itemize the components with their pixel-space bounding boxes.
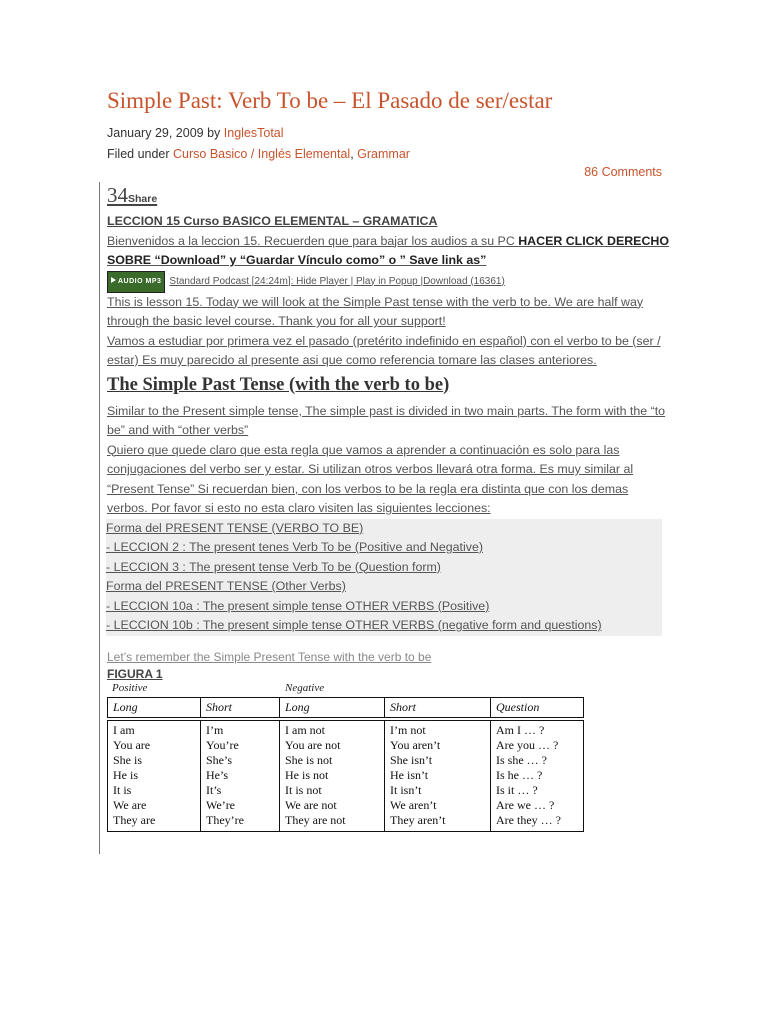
by-label: by [207, 126, 221, 140]
audio-mp3-button[interactable] [107, 271, 165, 293]
lesson-link[interactable]: - LECCION 2 : The present tenes Verb To be (Positive and Negative) [106, 540, 483, 554]
lesson-link[interactable]: - LECCION 10a : The present simple tense OTHER VERBS (Positive) [106, 598, 490, 613]
table-cell: I’m [206, 722, 224, 737]
lesson-link[interactable]: Forma del PRESENT TENSE (Other Verbs) [106, 579, 346, 593]
share-count: 34 [107, 183, 128, 207]
table-cell: We are [113, 797, 147, 812]
table-cell: He isn’t [390, 767, 429, 782]
intro-paragraph [107, 232, 670, 271]
table-cell: I am not [285, 722, 325, 737]
intro-text: Bienvenidos a la leccion 15. Recuerden que para bajar los audios a su PC [107, 233, 519, 248]
table-cell: We are not [285, 797, 337, 812]
table-cell: We aren’t [390, 797, 437, 812]
table-cell: Am I … ? [496, 722, 545, 737]
post-title[interactable]: Simple Past: Verb To be – El Pasado de ser/estar [107, 88, 553, 113]
verb-table [107, 697, 584, 832]
col-header: Short [385, 697, 491, 719]
table-cell: We’re [206, 797, 236, 812]
table-cell: It is not [285, 782, 322, 797]
col-header: Short [201, 697, 280, 719]
lesson-link[interactable]: - LECCION 10b : The present simple tense OTHER VERBS (negative form and questions) [106, 618, 602, 632]
table-cell: He is [113, 767, 138, 782]
table-group-headers [107, 682, 670, 694]
share-widget[interactable] [107, 182, 670, 212]
author-link[interactable]: InglesTotal [223, 126, 284, 140]
filed-under-line: Filed under Curso Basico / Inglés Elemental, Grammar [107, 147, 410, 161]
table-cell: Are you … ? [496, 737, 559, 752]
post-date-line [107, 126, 284, 140]
group-positive: Positive [112, 681, 148, 694]
table-cell: It’s [206, 782, 222, 797]
col-header: Long [280, 697, 385, 719]
table-cell: Is she … ? [496, 752, 547, 767]
category-link-grammar[interactable]: Grammar [357, 147, 410, 161]
table-cell: It is [113, 782, 132, 797]
table-column [201, 719, 280, 832]
table-cell: Are they … ? [496, 812, 561, 827]
play-icon [111, 277, 116, 283]
table-cell: He’s [206, 767, 228, 782]
figure-label: FIGURA 1 [107, 666, 163, 681]
lesson-heading: LECCION 15 Curso BASICO ELEMENTAL – GRAMATICA [107, 214, 438, 228]
table-cell: She’s [206, 752, 233, 767]
lesson-link[interactable]: - LECCION 3 : The present tense Verb To be (Question form) [106, 559, 441, 574]
table-cell: You are [113, 737, 151, 752]
table-cell: Are we … ? [496, 797, 555, 812]
group-negative: Negative [285, 681, 325, 694]
table-cell: You’re [206, 737, 239, 752]
lesson-link[interactable]: Forma del PRESENT TENSE (VERBO TO BE) [106, 520, 364, 535]
paragraph-similar: Similar to the Present simple tense, The simple past is divided in two main parts. The form with the “to be” and with “other verbs” [107, 403, 666, 437]
paragraph-quiero: Quiero que quede claro que esta regla que vamos a aprender a continuación es solo para las conjugaciones del verbo ser y estar. Si utilizan otros verbos llevará otra forma. Es muy similar al “Present Tense” Si recuerdan bien, con los verbos to be la regla era distinta que con los demas verbos. Por favor si esto no esta claro visiten las siguientes lecciones: [107, 442, 634, 515]
table-cell: Is he … ? [496, 767, 543, 782]
paragraph-lesson-intro-es: Vamos a estudiar por primera vez el pasado (pretérito indefinido en español) con el verbo to be (ser / estar) Es muy parecido al presente asi que como referencia tomare las clases anteriores. [107, 333, 661, 367]
comments-link[interactable]: 86 Comments [584, 165, 662, 179]
table-cell: You aren’t [390, 737, 441, 752]
filed-under-label: Filed under [107, 147, 170, 161]
podcast-links[interactable]: Standard Podcast [24:24m]: Hide Player | Play in Popup |Download (16361) [169, 275, 505, 287]
table-column [491, 719, 584, 832]
table-cell: She is not [285, 752, 333, 767]
table-cell: He is not [285, 767, 329, 782]
table-column [108, 719, 201, 832]
audio-badge-label: AUDIO MP3 [118, 277, 162, 285]
remember-line: Let’s remember the Simple Present Tense with the verb to be [107, 649, 432, 664]
table-cell: I’m not [390, 722, 426, 737]
table-cell: She is [113, 752, 143, 767]
table-column [280, 719, 385, 832]
post-date: January 29, 2009 [107, 126, 204, 140]
table-cell: She isn’t [390, 752, 433, 767]
table-cell: They are [113, 812, 156, 827]
table-cell: They are not [285, 812, 346, 827]
table-column [385, 719, 491, 832]
table-cell: You are not [285, 737, 341, 752]
share-label: Share [128, 193, 158, 205]
section-heading: The Simple Past Tense (with the verb to be) [107, 374, 450, 395]
paragraph-lesson-intro-en: This is lesson 15. Today we will look at the Simple Past tense with the verb to be. We are half way through the basic level course. Thank you for all your support! [107, 294, 644, 328]
table-cell: It isn’t [390, 782, 422, 797]
table-cell: I am [113, 722, 135, 737]
lesson-links-box [106, 519, 662, 636]
category-link-basico[interactable]: Curso Basico / Inglés Elemental [173, 147, 351, 161]
podcast-player [107, 271, 670, 293]
intro-bold-instruction: HACER CLICK DERECHO SOBRE “Download” y “Guardar Vínculo como” o ” Save link as” [107, 233, 669, 267]
table-cell: Is it … ? [496, 782, 538, 797]
col-header: Long [108, 697, 201, 719]
table-cell: They’re [206, 812, 244, 827]
col-header: Question [491, 697, 584, 719]
table-cell: They aren’t [390, 812, 446, 827]
post-content [99, 182, 670, 854]
